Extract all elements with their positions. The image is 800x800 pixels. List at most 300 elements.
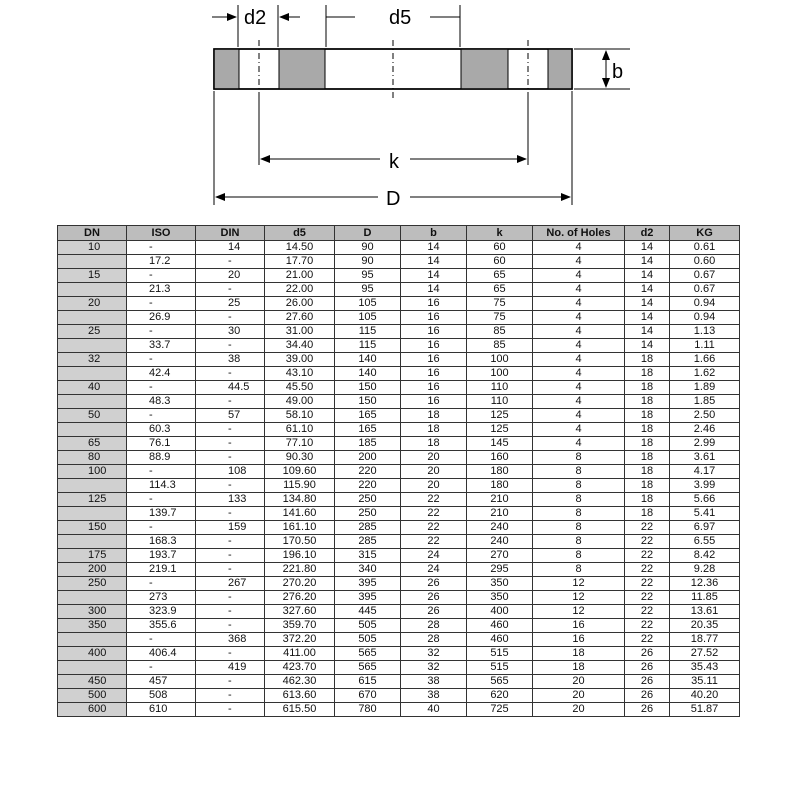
cell-d2: 26 <box>625 703 670 717</box>
cell-no-of-holes: 4 <box>533 381 625 395</box>
cell-din: - <box>196 283 265 297</box>
cell-dn: 350 <box>58 619 127 633</box>
cell-d5: 161.10 <box>265 521 335 535</box>
cell-kg: 1.62 <box>670 367 740 381</box>
cell-d2: 14 <box>625 255 670 269</box>
table-row <box>58 283 740 297</box>
cell-iso: - <box>127 241 196 255</box>
table-row <box>58 409 740 423</box>
cell-din: - <box>196 535 265 549</box>
cell-dn <box>58 311 127 325</box>
cell-no-of-holes: 4 <box>533 437 625 451</box>
cell-din: - <box>196 311 265 325</box>
cell-k: 400 <box>467 605 533 619</box>
cell-kg: 6.55 <box>670 535 740 549</box>
cell-no-of-holes: 4 <box>533 297 625 311</box>
cell-D: 780 <box>335 703 401 717</box>
cell-b: 14 <box>401 283 467 297</box>
cell-din: - <box>196 675 265 689</box>
cell-d2: 18 <box>625 409 670 423</box>
cell-dn: 250 <box>58 577 127 591</box>
cell-d2: 14 <box>625 297 670 311</box>
table-row <box>58 423 740 437</box>
cell-b: 16 <box>401 353 467 367</box>
cell-din: - <box>196 619 265 633</box>
cell-b: 20 <box>401 479 467 493</box>
b-label: b <box>612 61 624 83</box>
cell-no-of-holes: 8 <box>533 451 625 465</box>
cell-din: 25 <box>196 297 265 311</box>
table-row <box>58 269 740 283</box>
cell-no-of-holes: 8 <box>533 549 625 563</box>
cell-iso: 457 <box>127 675 196 689</box>
cell-D: 90 <box>335 241 401 255</box>
cell-kg: 11.85 <box>670 591 740 605</box>
cell-D: 150 <box>335 381 401 395</box>
cell-kg: 5.41 <box>670 507 740 521</box>
cell-kg: 9.28 <box>670 563 740 577</box>
cell-din: - <box>196 367 265 381</box>
cell-no-of-holes: 4 <box>533 325 625 339</box>
cell-b: 20 <box>401 465 467 479</box>
cell-dn: 175 <box>58 549 127 563</box>
cell-d5: 613.60 <box>265 689 335 703</box>
cell-d5: 22.00 <box>265 283 335 297</box>
cell-k: 210 <box>467 493 533 507</box>
cell-d2: 22 <box>625 633 670 647</box>
cell-kg: 35.11 <box>670 675 740 689</box>
cell-no-of-holes: 4 <box>533 311 625 325</box>
cell-iso: - <box>127 493 196 507</box>
cell-k: 100 <box>467 353 533 367</box>
cell-b: 32 <box>401 647 467 661</box>
header-d2: d2 <box>625 226 670 241</box>
cell-D: 445 <box>335 605 401 619</box>
flange-cross-section-diagram <box>0 0 800 220</box>
cell-k: 180 <box>467 465 533 479</box>
table-row <box>58 577 740 591</box>
cell-iso: 42.4 <box>127 367 196 381</box>
cell-kg: 1.66 <box>670 353 740 367</box>
cell-D: 505 <box>335 619 401 633</box>
header-dn: DN <box>58 226 127 241</box>
D-label: D <box>386 188 401 210</box>
cell-iso: 48.3 <box>127 395 196 409</box>
cell-kg: 0.60 <box>670 255 740 269</box>
table-row <box>58 521 740 535</box>
cell-kg: 3.61 <box>670 451 740 465</box>
cell-D: 115 <box>335 325 401 339</box>
header-kg: KG <box>670 226 740 241</box>
cell-dn: 150 <box>58 521 127 535</box>
cell-dn: 40 <box>58 381 127 395</box>
cell-dn: 50 <box>58 409 127 423</box>
cell-D: 200 <box>335 451 401 465</box>
cell-d2: 18 <box>625 479 670 493</box>
d2-label: d2 <box>244 7 267 29</box>
cell-k: 460 <box>467 633 533 647</box>
cell-k: 725 <box>467 703 533 717</box>
cell-kg: 18.77 <box>670 633 740 647</box>
table-row <box>58 451 740 465</box>
cell-b: 16 <box>401 367 467 381</box>
cell-d5: 45.50 <box>265 381 335 395</box>
cell-D: 165 <box>335 409 401 423</box>
cell-k: 460 <box>467 619 533 633</box>
cell-din: 108 <box>196 465 265 479</box>
table-row <box>58 633 740 647</box>
cell-D: 115 <box>335 339 401 353</box>
cell-d5: 90.30 <box>265 451 335 465</box>
cell-din: - <box>196 605 265 619</box>
cell-b: 16 <box>401 297 467 311</box>
cell-d2: 18 <box>625 507 670 521</box>
cell-din: - <box>196 423 265 437</box>
table-row <box>58 507 740 521</box>
cell-no-of-holes: 12 <box>533 605 625 619</box>
cell-d2: 22 <box>625 591 670 605</box>
cell-d2: 26 <box>625 675 670 689</box>
cell-kg: 3.99 <box>670 479 740 493</box>
cell-d5: 327.60 <box>265 605 335 619</box>
cell-k: 75 <box>467 311 533 325</box>
header-k: k <box>467 226 533 241</box>
cell-iso: 323.9 <box>127 605 196 619</box>
flange-left-shaded-section <box>214 49 239 89</box>
cell-k: 295 <box>467 563 533 577</box>
cell-no-of-holes: 16 <box>533 633 625 647</box>
cell-d5: 359.70 <box>265 619 335 633</box>
cell-dn <box>58 367 127 381</box>
cell-dn <box>58 423 127 437</box>
cell-iso: 139.7 <box>127 507 196 521</box>
cell-din: 30 <box>196 325 265 339</box>
cell-dn <box>58 283 127 297</box>
cell-b: 18 <box>401 423 467 437</box>
table-row <box>58 493 740 507</box>
cell-din: 368 <box>196 633 265 647</box>
cell-b: 24 <box>401 563 467 577</box>
cell-dn: 300 <box>58 605 127 619</box>
cell-D: 105 <box>335 297 401 311</box>
cell-no-of-holes: 8 <box>533 521 625 535</box>
cell-din: 57 <box>196 409 265 423</box>
table-row <box>58 591 740 605</box>
cell-iso: 508 <box>127 689 196 703</box>
cell-no-of-holes: 4 <box>533 339 625 353</box>
cell-no-of-holes: 18 <box>533 647 625 661</box>
cell-d5: 423.70 <box>265 661 335 675</box>
cell-d2: 14 <box>625 325 670 339</box>
cell-no-of-holes: 8 <box>533 535 625 549</box>
cell-d2: 18 <box>625 381 670 395</box>
cell-d5: 372.20 <box>265 633 335 647</box>
flange-dimensions-table-container <box>57 225 740 717</box>
cell-D: 395 <box>335 591 401 605</box>
cell-kg: 8.42 <box>670 549 740 563</box>
cell-dn <box>58 339 127 353</box>
cell-d5: 77.10 <box>265 437 335 451</box>
cell-k: 160 <box>467 451 533 465</box>
cell-d2: 18 <box>625 367 670 381</box>
cell-dn: 100 <box>58 465 127 479</box>
cell-d2: 18 <box>625 437 670 451</box>
cell-kg: 27.52 <box>670 647 740 661</box>
cell-no-of-holes: 4 <box>533 423 625 437</box>
cell-b: 24 <box>401 549 467 563</box>
table-row <box>58 647 740 661</box>
cell-b: 26 <box>401 577 467 591</box>
table-row <box>58 605 740 619</box>
cell-kg: 1.13 <box>670 325 740 339</box>
cell-k: 240 <box>467 521 533 535</box>
cell-b: 28 <box>401 619 467 633</box>
header-d5: d5 <box>265 226 335 241</box>
cell-iso: 17.2 <box>127 255 196 269</box>
cell-dn: 65 <box>58 437 127 451</box>
cell-kg: 1.85 <box>670 395 740 409</box>
cell-d5: 61.10 <box>265 423 335 437</box>
table-row <box>58 339 740 353</box>
cell-k: 145 <box>467 437 533 451</box>
cell-k: 125 <box>467 423 533 437</box>
cell-k: 180 <box>467 479 533 493</box>
table-row <box>58 241 740 255</box>
table-row <box>58 675 740 689</box>
cell-d5: 17.70 <box>265 255 335 269</box>
cell-b: 26 <box>401 591 467 605</box>
cell-kg: 5.66 <box>670 493 740 507</box>
cell-dn: 500 <box>58 689 127 703</box>
cell-d2: 22 <box>625 605 670 619</box>
cell-d2: 14 <box>625 339 670 353</box>
cell-d5: 276.20 <box>265 591 335 605</box>
cell-b: 26 <box>401 605 467 619</box>
cell-k: 85 <box>467 325 533 339</box>
cell-iso: 60.3 <box>127 423 196 437</box>
cell-b: 38 <box>401 675 467 689</box>
cell-d2: 22 <box>625 521 670 535</box>
table-row <box>58 535 740 549</box>
cell-k: 565 <box>467 675 533 689</box>
header-din: DIN <box>196 226 265 241</box>
header-b: b <box>401 226 467 241</box>
cell-d5: 27.60 <box>265 311 335 325</box>
cell-dn <box>58 255 127 269</box>
header-D: D <box>335 226 401 241</box>
cell-no-of-holes: 20 <box>533 675 625 689</box>
cell-b: 32 <box>401 661 467 675</box>
table-row <box>58 255 740 269</box>
cell-iso: 406.4 <box>127 647 196 661</box>
cell-iso: 114.3 <box>127 479 196 493</box>
cell-d5: 411.00 <box>265 647 335 661</box>
cell-din: 38 <box>196 353 265 367</box>
cell-b: 18 <box>401 409 467 423</box>
cell-b: 22 <box>401 521 467 535</box>
cell-D: 395 <box>335 577 401 591</box>
cell-din: - <box>196 451 265 465</box>
cell-kg: 0.61 <box>670 241 740 255</box>
cell-D: 285 <box>335 521 401 535</box>
table-row <box>58 297 740 311</box>
cell-d2: 22 <box>625 535 670 549</box>
cell-k: 65 <box>467 269 533 283</box>
cell-d5: 221.80 <box>265 563 335 577</box>
cell-D: 220 <box>335 465 401 479</box>
cell-k: 125 <box>467 409 533 423</box>
table-row <box>58 549 740 563</box>
cell-d2: 14 <box>625 283 670 297</box>
cell-kg: 40.20 <box>670 689 740 703</box>
cell-kg: 12.36 <box>670 577 740 591</box>
cell-no-of-holes: 4 <box>533 367 625 381</box>
cell-din: 133 <box>196 493 265 507</box>
cell-kg: 1.89 <box>670 381 740 395</box>
cell-d5: 270.20 <box>265 577 335 591</box>
table-row <box>58 367 740 381</box>
cell-k: 270 <box>467 549 533 563</box>
cell-no-of-holes: 12 <box>533 577 625 591</box>
cell-d2: 18 <box>625 451 670 465</box>
cell-kg: 0.94 <box>670 297 740 311</box>
cell-dn: 600 <box>58 703 127 717</box>
table-row <box>58 311 740 325</box>
cell-D: 140 <box>335 367 401 381</box>
cell-b: 38 <box>401 689 467 703</box>
cell-iso: - <box>127 297 196 311</box>
cell-no-of-holes: 20 <box>533 703 625 717</box>
cell-D: 105 <box>335 311 401 325</box>
cell-k: 350 <box>467 577 533 591</box>
cell-D: 315 <box>335 549 401 563</box>
cell-no-of-holes: 4 <box>533 269 625 283</box>
cell-D: 250 <box>335 493 401 507</box>
cell-din: 20 <box>196 269 265 283</box>
cell-kg: 1.11 <box>670 339 740 353</box>
cell-iso: 610 <box>127 703 196 717</box>
cell-D: 220 <box>335 479 401 493</box>
cell-d5: 170.50 <box>265 535 335 549</box>
cell-d5: 43.10 <box>265 367 335 381</box>
cell-D: 505 <box>335 633 401 647</box>
cell-kg: 2.50 <box>670 409 740 423</box>
cell-din: 267 <box>196 577 265 591</box>
cell-dn: 25 <box>58 325 127 339</box>
cell-D: 95 <box>335 283 401 297</box>
cell-no-of-holes: 4 <box>533 353 625 367</box>
cell-no-of-holes: 4 <box>533 283 625 297</box>
cell-b: 14 <box>401 241 467 255</box>
cell-d5: 134.80 <box>265 493 335 507</box>
cell-din: - <box>196 437 265 451</box>
table-row <box>58 479 740 493</box>
cell-dn <box>58 395 127 409</box>
cell-d2: 22 <box>625 619 670 633</box>
cell-b: 16 <box>401 395 467 409</box>
cell-d2: 22 <box>625 563 670 577</box>
cell-b: 20 <box>401 451 467 465</box>
cell-no-of-holes: 4 <box>533 255 625 269</box>
cell-iso: - <box>127 325 196 339</box>
cell-dn <box>58 661 127 675</box>
cell-kg: 0.67 <box>670 283 740 297</box>
cell-din: 419 <box>196 661 265 675</box>
header-iso: ISO <box>127 226 196 241</box>
cell-k: 620 <box>467 689 533 703</box>
table-header-row <box>58 226 740 241</box>
cell-d2: 22 <box>625 577 670 591</box>
cell-kg: 0.67 <box>670 269 740 283</box>
cell-d5: 49.00 <box>265 395 335 409</box>
cell-D: 670 <box>335 689 401 703</box>
cell-D: 285 <box>335 535 401 549</box>
cell-k: 85 <box>467 339 533 353</box>
cell-iso: 273 <box>127 591 196 605</box>
cell-no-of-holes: 16 <box>533 619 625 633</box>
cell-dn <box>58 591 127 605</box>
cell-din: - <box>196 689 265 703</box>
table-row <box>58 563 740 577</box>
cell-din: - <box>196 507 265 521</box>
cell-iso: - <box>127 633 196 647</box>
cell-kg: 6.97 <box>670 521 740 535</box>
cell-d5: 141.60 <box>265 507 335 521</box>
cell-iso: - <box>127 577 196 591</box>
cell-k: 60 <box>467 255 533 269</box>
cell-d2: 18 <box>625 493 670 507</box>
cell-kg: 20.35 <box>670 619 740 633</box>
table-row <box>58 437 740 451</box>
cell-dn <box>58 633 127 647</box>
cell-d5: 34.40 <box>265 339 335 353</box>
table-row <box>58 381 740 395</box>
cell-dn: 10 <box>58 241 127 255</box>
cell-dn: 400 <box>58 647 127 661</box>
cell-din: 159 <box>196 521 265 535</box>
cell-no-of-holes: 4 <box>533 241 625 255</box>
cell-d2: 26 <box>625 689 670 703</box>
cell-iso: 355.6 <box>127 619 196 633</box>
cell-d2: 14 <box>625 269 670 283</box>
cell-d2: 18 <box>625 353 670 367</box>
cell-iso: - <box>127 353 196 367</box>
flange-right-inner-shaded-section <box>461 49 508 89</box>
cell-iso: 219.1 <box>127 563 196 577</box>
cell-b: 18 <box>401 437 467 451</box>
header-no-of-holes: No. of Holes <box>533 226 625 241</box>
cell-d5: 462.30 <box>265 675 335 689</box>
cell-kg: 0.94 <box>670 311 740 325</box>
cell-D: 565 <box>335 647 401 661</box>
table-row <box>58 619 740 633</box>
cell-kg: 4.17 <box>670 465 740 479</box>
table-row <box>58 689 740 703</box>
cell-iso: 88.9 <box>127 451 196 465</box>
cell-D: 95 <box>335 269 401 283</box>
cell-iso: 33.7 <box>127 339 196 353</box>
cell-b: 22 <box>401 535 467 549</box>
cell-d5: 21.00 <box>265 269 335 283</box>
cell-d2: 22 <box>625 549 670 563</box>
cell-dn: 15 <box>58 269 127 283</box>
cell-din: - <box>196 591 265 605</box>
cell-k: 240 <box>467 535 533 549</box>
cell-dn: 200 <box>58 563 127 577</box>
cell-no-of-holes: 8 <box>533 479 625 493</box>
cell-k: 75 <box>467 297 533 311</box>
cell-kg: 35.43 <box>670 661 740 675</box>
